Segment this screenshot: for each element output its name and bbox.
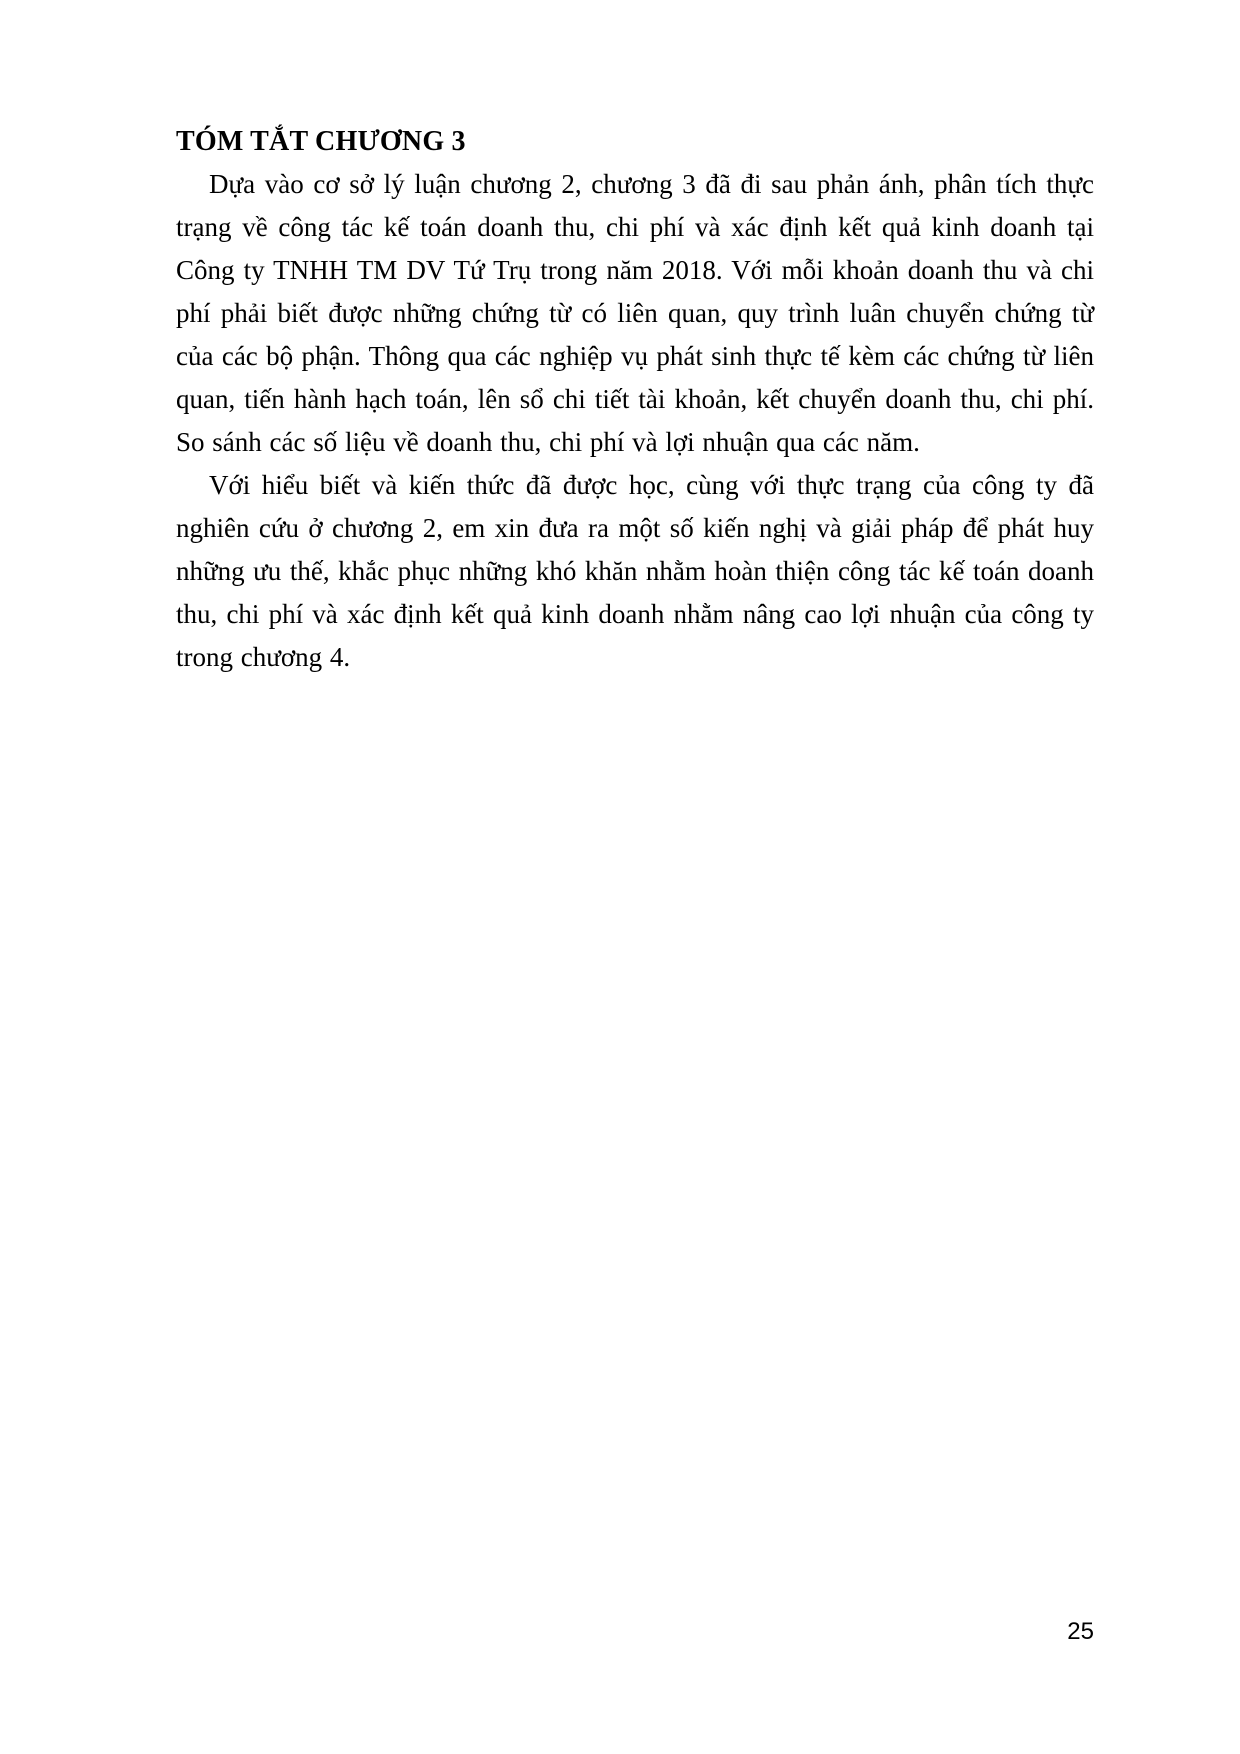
paragraph-1: Dựa vào cơ sở lý luận chương 2, chương 3 đã đi sau phản ánh, phân tích thực trạng về công tác kế toán doanh thu, chi phí và xác định kết quả kinh doanh tại Công ty TNHH TM DV Tứ Trụ trong năm 2018. Với mỗi khoản doanh thu và chi phí phải biết được những chứng từ có liên quan, quy trình luân chuyển chứng từ của các bộ phận. Thông qua các nghiệp vụ phát sinh thực tế kèm các chứng từ liên quan, tiến hành hạch toán, lên sổ chi tiết tài khoản, kết chuyển doanh thu, chi phí. So sánh các số liệu về doanh thu, chi phí và lợi nhuận qua các năm. — [176, 169, 1094, 457]
chapter-summary-heading: TÓM TẮT CHƯƠNG 3 — [176, 126, 466, 157]
paragraph-2: Với hiểu biết và kiến thức đã được học, cùng với thực trạng của công ty đã nghiên cứu ở chương 2, em xin đưa ra một số kiến nghị và giải pháp để phát huy những ưu thế, khắc phục những khó khăn nhằm hoàn thiện công tác kế toán doanh thu, chi phí và xác định kết quả kinh doanh nhằm nâng cao lợi nhuận của công ty trong chương 4. — [176, 470, 1094, 672]
page-content — [176, 120, 1094, 679]
page-number: 25 — [1067, 1618, 1094, 1645]
page-footer — [176, 1618, 1094, 1646]
